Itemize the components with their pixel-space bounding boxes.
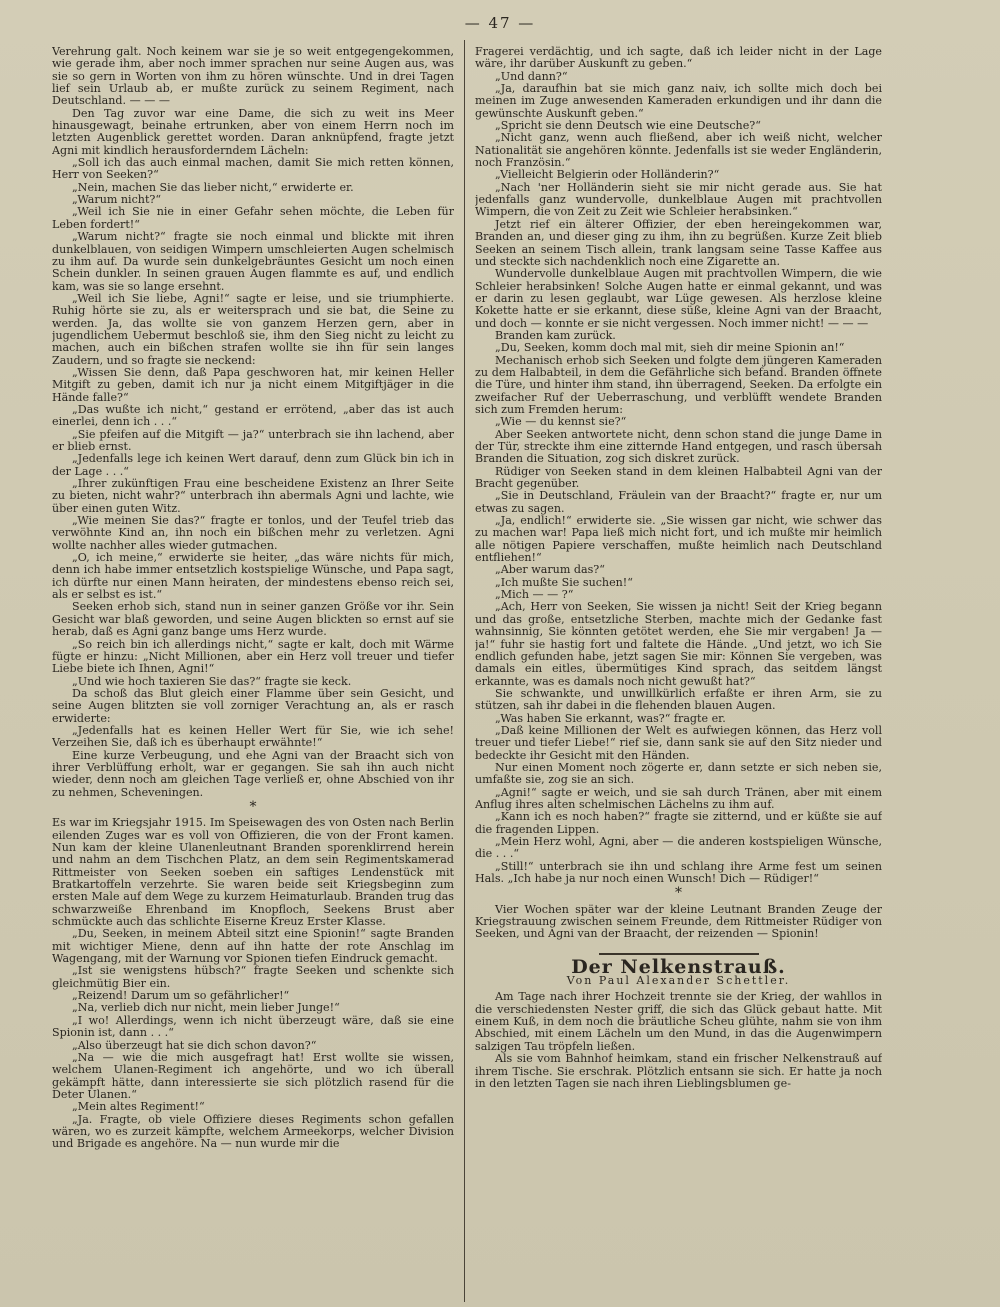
paragraph: „Und dann?“ bbox=[495, 69, 568, 83]
paragraph: „Wie meinen Sie das?“ fragte er tonlos, und der Teufel trieb das verwöhnte Kind an, ihn noch ein bißchen mehr zu verletzen. Agni wollte nachher alles wieder gutmachen. bbox=[52, 514, 454, 552]
paragraph: „Nach 'ner Holländerin sieht sie mir nicht gerade aus. Sie hat jedenfalls ganz wundervolle, dunkelblaue Augen mit prachtvollen Wimpern, die von Zeit zu Zeit wie Schleier herabsinken.“ bbox=[475, 180, 882, 219]
paragraph: „Ja, endlich!“ erwiderte sie. „Sie wissen gar nicht, wie schwer das zu machen war! Papa ließ mich nicht fort, und ich mußte mir heimlich alle nötigen Papiere verschaffen, mußte heimlich nach Deutschland entfliehen!“ bbox=[475, 514, 882, 565]
paragraph: Aber Seeken antwortete nicht, denn schon stand die junge Dame in der Tür, streckte ihm eine zitternde Hand entgegen, und rasch übersah Branden die Situation, zog sich diskret zurück. bbox=[475, 427, 882, 466]
paragraph: Verehrung galt. Noch keinem war sie je so weit entgegengekommen, wie gerade ihm, aber noch immer sprachen nur seine Augen aus, was sie so gern in Worten von ihm zu hören wünschte. Und in drei Tagen lief sein Urlaub ab, er mußte zurück zu seinem Regiment, nach Deutschland. — — — bbox=[52, 46, 454, 108]
paragraph: „So reich bin ich allerdings nicht,“ sagte er kalt, doch mit Wärme fügte er hinzu: „Nicht Millionen, aber ein Herz voll treuer und tiefer Liebe biete ich Ihnen, Agni!“ bbox=[52, 637, 454, 676]
paragraph: „Wie — du kennst sie?“ bbox=[495, 415, 627, 429]
paragraph: „Wissen Sie denn, daß Papa geschworen hat, mir keinen Heller Mitgift zu geben, damit ich nur ja nicht einem Mitgiftjäger in die Hände falle?“ bbox=[52, 365, 454, 404]
paragraph: Als sie vom Bahnhof heimkam, stand ein frischer Nelkenstrauß auf ihrem Tische. Sie erschrak. Plötzlich entsann sie sich. Er hatte ja noch in den letzten Tagen sie nach ihren Lieblingsblumen ge- bbox=[475, 1052, 882, 1090]
story-divider bbox=[599, 953, 759, 955]
paragraph: „Kann ich es noch haben?“ fragte sie zitternd, und er küßte sie auf die fragenden Lippen. bbox=[475, 810, 882, 836]
paragraph: „Weil ich Sie liebe, Agni!“ sagte er leise, und sie triumphierte. Ruhig hörte sie zu, als er weitersprach und sie bat, die Seine zu werden. Ja, das wollte sie von ganzem Herzen gern, aber in jugendlichem Uebermut beschloß sie, ihm den Sieg nicht zu leicht zu machen, auch ein bißchen strafen wollte sie ihn für sein langes Zaudern, und so fragte sie neckend: bbox=[52, 291, 454, 367]
paragraph: Es war im Kriegsjahr 1915. Im Speisewagen des von Osten nach Berlin eilenden Zuges war es voll von Offizieren, die von der Front kamen. Nun kam der kleine Ulanenleutnant Branden sporenklirrend herein und nahm an dem Tischchen Platz, an dem sein Regimentskamerad Rittmeister von Seeken soeben ein saftiges Lendenstück mit Bratkartoffeln verzehrte. Sie waren beide seit Kriegsbeginn zum ersten Male auf dem Wege zu kurzem Heimaturlaub. Branden trug das schwarzweiße Ehrenband im Knopfloch, Seekens Brust aber schmückte auch das schlichte Eiserne Kreuz Erster Klasse. bbox=[52, 816, 454, 929]
story-author: Von Paul Alexander Schettler. bbox=[566, 974, 791, 988]
paragraph: „I wo! Allerdings, wenn ich nicht überzeugt wäre, daß sie eine Spionin ist, dann . . .“ bbox=[52, 1013, 454, 1040]
paragraph: „Na, verlieb dich nur nicht, mein lieber Junge!“ bbox=[72, 1001, 340, 1015]
paragraph: „Vielleicht Belgierin oder Holländerin?“ bbox=[495, 168, 720, 182]
paragraph: „Ihrer zukünftigen Frau eine bescheidene Existenz an Ihrer Seite zu bieten, nicht wahr?“ unterbrach ihn abermals Agni und lachte, wie über einen guten Witz. bbox=[52, 477, 454, 515]
paragraph: „Ja, daraufhin bat sie mich ganz naiv, ich sollte mich doch bei meinen im Zuge anwesenden Kameraden erkundigen und ihr dann die gewünschte Auskunft geben.“ bbox=[475, 82, 882, 120]
paragraph: „Aber warum das?“ bbox=[495, 563, 605, 577]
paragraph: „Ach, Herr von Seeken, Sie wissen ja nicht! Seit der Krieg begann und das große, entsetzliche Sterben, machte mich der Gedanke fast wahnsinnig, Sie könnten getötet werden, ehe Sie mir vergaben! Ja — ja!“ fuhr sie hastig fort und faltete die Hände. „Und jetzt, wo ich Sie endlich gefunden habe, jetzt sagen Sie mir: Können Sie vergeben, was damals ein eitles, übermütiges Kind sprach, das seitdem längst erkannte, was es damals noch nicht gewußt hat?“ bbox=[475, 600, 882, 688]
paragraph: „Spricht sie denn Deutsch wie eine Deutsche?“ bbox=[495, 119, 761, 133]
paragraph: Jetzt rief ein älterer Offizier, der eben hereingekommen war, Branden an, und dieser ging zu ihm, ihn zu begrüßen. Kurze Zeit blieb Seeken an seinem Tisch allein, trank langsam seine Tasse Kaffee aus und steckte sich nachdenklich noch eine Zigarette an. bbox=[475, 217, 882, 268]
paragraph: Eine kurze Verbeugung, und ehe Agni van der Braacht sich von ihrer Verblüffung erholt, war er gegangen. Sie sah ihn auch nicht wieder, denn noch am gleichen Tage verließ er, ohne Abschied von ihr zu nehmen, Scheveningen. bbox=[52, 748, 454, 799]
paragraph: „Ja. Fragte, ob viele Offiziere dieses Regiments schon gefallen wären, wo es zurzeit kämpfte, welchem Armeekorps, welcher Division und Brigade es angehöre. Na — nun wurde mir die bbox=[52, 1112, 454, 1151]
paragraph: „Nein, machen Sie das lieber nicht,“ erwiderte er. bbox=[72, 180, 354, 194]
paragraph: „Daß keine Millionen der Welt es aufwiegen können, das Herz voll treuer und tiefer Liebe!“ rief sie, dann sank sie auf den Sitz nieder und bedeckte ihr Gesicht mit den Händen. bbox=[475, 723, 882, 762]
paragraph: „Mein altes Regiment!“ bbox=[72, 1100, 205, 1114]
paragraph: „Jedenfalls lege ich keinen Wert darauf, denn zum Glück bin ich in der Lage . . .“ bbox=[52, 452, 454, 478]
paragraph: „Soll ich das auch einmal machen, damit Sie mich retten können, Herr von Seeken?“ bbox=[52, 156, 454, 182]
paragraph: „Das wußte ich nicht,“ gestand er errötend, „aber das ist auch einerlei, denn ich . . .“ bbox=[52, 402, 454, 429]
paragraph: Rüdiger von Seeken stand in dem kleinen Halbabteil Agni van der Bracht gegenüber. bbox=[475, 464, 882, 491]
paragraph: „Reizend! Darum um so gefährlicher!“ bbox=[72, 989, 290, 1003]
paragraph: Seeken erhob sich, stand nun in seiner ganzen Größe vor ihr. Sein Gesicht war blaß geworden, und seine Augen blickten so ernst auf sie herab, daß es Agni ganz bange ums Herz wurde. bbox=[52, 600, 454, 639]
paragraph: „Still!“ unterbrach sie ihn und schlang ihre Arme fest um seinen Hals. „Ich habe ja nur noch einen Wunsch! Dich — Rüdiger!“ bbox=[475, 859, 882, 886]
paragraph: „Ist sie wenigstens hübsch?“ fragte Seeken und schenkte sich gleichmütig Bier ein. bbox=[52, 964, 454, 990]
section-separator: * bbox=[249, 798, 257, 815]
paragraph: „Du, Seeken, komm doch mal mit, sieh dir meine Spionin an!“ bbox=[495, 341, 845, 355]
paragraph: „Na — wie die mich ausgefragt hat! Erst wollte sie wissen, welchem Ulanen-Regiment ich angehörte, und wo ich überall gekämpft hätte, dann interessierte sie sich plötzlich rasend für die Deter Ulanen.“ bbox=[52, 1050, 454, 1101]
section-separator: * bbox=[675, 885, 682, 902]
paragraph: Sie schwankte, und unwillkürlich erfaßte er ihren Arm, sie zu stützen, sah ihr dabei in die flehenden blauen Augen. bbox=[475, 686, 882, 713]
paragraph: Mechanisch erhob sich Seeken und folgte dem jüngeren Kameraden zu dem Halbabteil, in dem die Gefährliche sich befand. Branden öffnete die Türe, und hinter ihm stand, ihn überragend, Seeken. Da erfolgte ein zweifacher Ruf der Ueberraschung, und verblüfft wendete Branden sich zum Fremden herum: bbox=[475, 353, 882, 416]
left-column bbox=[52, 46, 454, 1296]
paragraph: „Was haben Sie erkannt, was?“ fragte er. bbox=[495, 711, 726, 725]
paragraph: Den Tag zuvor war eine Dame, die sich zu weit ins Meer hinausgewagt, beinahe ertrunken, aber von einem Herrn noch im letzten Augenblick gerettet worden. Daran anknüpfend, fragte jetzt Agni mit kindlich herausforderndem Lächeln: bbox=[52, 106, 454, 157]
column-divider bbox=[464, 40, 465, 1302]
paragraph: Da schoß das Blut gleich einer Flamme über sein Gesicht, und seine Augen blitzten sie voll zorniger Verachtung an, als er rasch erwiderte: bbox=[52, 686, 454, 725]
paragraph: „Jedenfalls hat es keinen Heller Wert für Sie, wie ich sehe! Verzeihen Sie, daß ich es überhaupt erwähnte!“ bbox=[52, 723, 454, 750]
paragraph: Wundervolle dunkelblaue Augen mit prachtvollen Wimpern, die wie Schleier herabsinken! Solche Augen hatte er einmal gekannt, und was er darin zu lesen geglaubt, war Lüge gewesen. Als herzlose kleine Kokette hatte er sie erkannt, diese süße, kleine Agni van der Braacht, und doch — konnte er sie nicht vergessen. Noch immer nicht! — — — bbox=[475, 267, 882, 330]
story-title: Der Nelkenstrauß. bbox=[571, 955, 786, 978]
paragraph: Fragerei verdächtig, und ich sagte, daß ich leider nicht in der Lage wäre, ihr darüber Auskunft zu geben.“ bbox=[475, 46, 882, 71]
paragraph: Branden kam zurück. bbox=[495, 328, 616, 342]
paragraph: „Nicht ganz, wenn auch fließend, aber ich weiß nicht, welcher Nationalität sie angehören könnte. Jedenfalls ist sie weder Engländerin, noch Französin.“ bbox=[475, 131, 882, 170]
paragraph: „Sie pfeifen auf die Mitgift — ja?“ unterbrach sie ihn lachend, aber er blieb ernst. bbox=[52, 427, 454, 453]
paragraph: „Sie in Deutschland, Fräulein van der Braacht?“ fragte er, nur um etwas zu sagen. bbox=[475, 489, 882, 515]
paragraph: „Warum nicht?“ bbox=[72, 193, 162, 207]
right-column-text bbox=[475, 46, 882, 941]
paragraph: „Warum nicht?“ fragte sie noch einmal und blickte mit ihren dunkelblauen, von seidigen Wimpern umschleierten Augen schelmisch zu ihm auf. Da wurde sein dunkelgebräuntes Gesicht um noch einen Schein dunkler. In seinen grauen Augen flammte es auf, und endlich kam, was sie so lange ersehnt. bbox=[52, 230, 454, 293]
paragraph: „Du, Seeken, in meinem Abteil sitzt eine Spionin!“ sagte Branden mit wichtiger Miene, denn auf ihn hatte der rote Anschlag im Wagengang, mit der Warnung vor Spionen tiefen Eindruck gemacht. bbox=[52, 927, 454, 966]
paragraph: „Also überzeugt hat sie dich schon davon?“ bbox=[72, 1038, 317, 1052]
page-number: — 47 — bbox=[464, 14, 536, 32]
paragraph: Nur einen Moment noch zögerte er, dann setzte er sich neben sie, umfaßte sie, zog sie an sich. bbox=[475, 760, 882, 787]
paragraph: „Weil ich Sie nie in einer Gefahr sehen möchte, die Leben für Leben fordert!“ bbox=[52, 205, 454, 231]
paragraph: „Und wie hoch taxieren Sie das?“ fragte sie keck. bbox=[72, 674, 352, 688]
paragraph: „O, ich meine,“ erwiderte sie heiter, „das wäre nichts für mich, denn ich habe immer entsetzlich kostspielige Wünsche, und Papa sagt, ich dürfte nur einen Mann heiraten, der mindestens ebenso reich sei, als er selbst es ist.“ bbox=[52, 551, 454, 602]
paragraph: Am Tage nach ihrer Hochzeit trennte sie der Krieg, der wahllos in die verschiedensten Nester griff, die sich das Glück gebaut hatte. Mit einem Kuß, in dem noch die bräutliche Scheu glühte, nahm sie von ihm Abschied, mit einem Lächeln um den Mund, in das die Augenwimpern salzigen Tau tröpfeln ließen. bbox=[475, 990, 882, 1053]
paragraph: „Mein Herz wohl, Agni, aber — die anderen kostspieligen Wünsche, die . . .“ bbox=[475, 835, 882, 861]
paragraph: „Mich — — ?“ bbox=[495, 588, 574, 602]
paragraph: „Agni!“ sagte er weich, und sie sah durch Tränen, aber mit einem Anflug ihres alten schelmischen Lächelns zu ihm auf. bbox=[475, 785, 882, 811]
paragraph: „Ich mußte Sie suchen!“ bbox=[495, 575, 633, 589]
paragraph: Vier Wochen später war der kleine Leutnant Branden Zeuge der Kriegstrauung zwischen seinem Freunde, dem Rittmeister Rüdiger von Seeken, und Agni van der Braacht, der reizenden — Spionin! bbox=[475, 902, 882, 941]
right-column bbox=[475, 46, 882, 1296]
story-text bbox=[475, 991, 882, 1090]
